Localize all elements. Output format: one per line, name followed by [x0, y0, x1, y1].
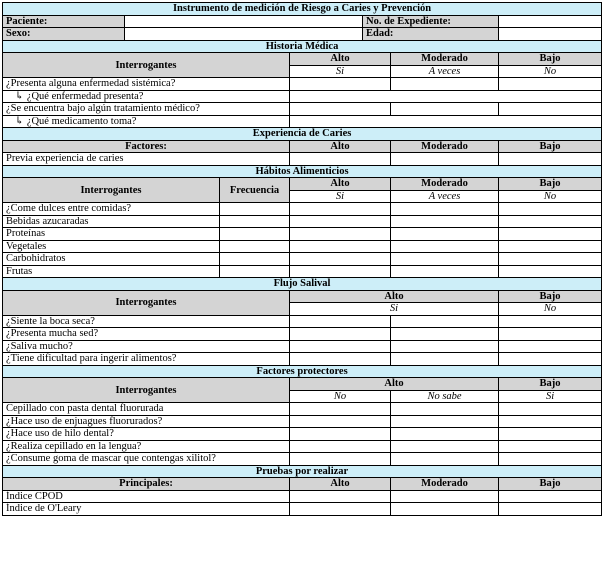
table-row: [3, 415, 602, 428]
answer-cell-alto[interactable]: [290, 240, 391, 253]
answer-cell[interactable]: [499, 428, 602, 441]
answer-cell[interactable]: [391, 415, 499, 428]
answer-cell-bajo[interactable]: [499, 215, 602, 228]
protectores-question: ¿Hace uso de enjuagues fluorurados?: [3, 415, 290, 428]
table-row: [3, 315, 602, 328]
answer-cell-moderado[interactable]: [391, 103, 499, 116]
risk-form-table: [2, 2, 602, 516]
experiencia-col-header: Factores:: [3, 140, 290, 153]
return-arrow-icon: ↳: [15, 90, 24, 102]
historia-section-title: Historia Médica: [3, 40, 602, 53]
answer-cell-bajo[interactable]: [499, 353, 602, 366]
answer-cell-bajo[interactable]: [499, 315, 602, 328]
pruebas-item: Índice de O'Leary: [3, 503, 290, 516]
historia-moderado-answer: A veces: [391, 65, 499, 78]
table-row: [3, 240, 602, 253]
historia-subquestion: ↳ ¿Qué enfermedad presenta?: [3, 90, 290, 103]
answer-cell[interactable]: [391, 440, 499, 453]
answer-cell[interactable]: [499, 440, 602, 453]
answer-cell-alto[interactable]: [290, 503, 391, 516]
table-row: [3, 103, 602, 116]
table-row: [3, 340, 602, 353]
habitos-bajo-header: Bajo: [499, 178, 602, 191]
expediente-field[interactable]: [499, 15, 602, 28]
experiencia-alto-header: Alto: [290, 140, 391, 153]
flujo-question: ¿Saliva mucho?: [3, 340, 290, 353]
paciente-field[interactable]: [125, 15, 363, 28]
table-row: [3, 403, 602, 416]
answer-cell[interactable]: [391, 328, 499, 341]
answer-cell-moderado[interactable]: [391, 203, 499, 216]
frecuencia-cell[interactable]: [220, 228, 290, 241]
habitos-item: Proteínas: [3, 228, 220, 241]
habitos-bajo-answer: No: [499, 190, 602, 203]
habitos-moderado-answer: A veces: [391, 190, 499, 203]
paciente-label: Paciente:: [3, 15, 125, 28]
answer-cell-bajo[interactable]: [499, 265, 602, 278]
habitos-section-title: Hábitos Alimenticios: [3, 165, 602, 178]
flujo-col-header: Interrogantes: [3, 290, 290, 315]
expediente-label: No. de Expediente:: [363, 15, 499, 28]
answer-cell[interactable]: [391, 340, 499, 353]
answer-cell-alto[interactable]: [290, 103, 391, 116]
answer-cell-moderado[interactable]: [391, 253, 499, 266]
table-row: [3, 453, 602, 466]
answer-cell[interactable]: [391, 428, 499, 441]
table-row: [3, 203, 602, 216]
protectores-no-answer: No: [290, 390, 391, 403]
habitos-item: Carbohidratos: [3, 253, 220, 266]
answer-cell-alto[interactable]: [290, 203, 391, 216]
flujo-question: ¿Presenta mucha sed?: [3, 328, 290, 341]
edad-field[interactable]: [499, 28, 602, 41]
pruebas-alto-header: Alto: [290, 478, 391, 491]
answer-cell-bajo[interactable]: [499, 490, 602, 503]
answer-cell-alto[interactable]: [290, 153, 391, 166]
form-title: Instrumento de medición de Riesgo a Caries y Prevención: [3, 3, 602, 16]
flujo-bajo-header: Bajo: [499, 290, 602, 303]
answer-cell[interactable]: [290, 315, 391, 328]
protectores-alto-header: Alto: [290, 378, 499, 391]
answer-cell-wide[interactable]: [290, 90, 602, 103]
answer-cell-bajo[interactable]: [499, 228, 602, 241]
answer-cell[interactable]: [290, 428, 391, 441]
historia-bajo-header: Bajo: [499, 53, 602, 66]
experiencia-section-title: Experiencia de Caries: [3, 128, 602, 141]
protectores-question: ¿Hace uso de hilo dental?: [3, 428, 290, 441]
answer-cell-bajo[interactable]: [499, 503, 602, 516]
table-row: [3, 353, 602, 366]
answer-cell[interactable]: [391, 403, 499, 416]
protectores-si-answer: Si: [499, 390, 602, 403]
table-row: [3, 228, 602, 241]
answer-cell-moderado[interactable]: [391, 490, 499, 503]
sexo-label: Sexo:: [3, 28, 125, 41]
pruebas-col-header: Principales:: [3, 478, 290, 491]
answer-cell-moderado[interactable]: [391, 240, 499, 253]
answer-cell[interactable]: [290, 328, 391, 341]
answer-cell-alto[interactable]: [290, 265, 391, 278]
historia-col-header: Interrogantes: [3, 53, 290, 78]
answer-cell[interactable]: [290, 453, 391, 466]
protectores-nosabe-answer: No sabe: [391, 390, 499, 403]
flujo-question: ¿Siente la boca seca?: [3, 315, 290, 328]
experiencia-factor: Previa experiencia de caries: [3, 153, 290, 166]
habitos-moderado-header: Moderado: [391, 178, 499, 191]
table-row: [3, 90, 602, 103]
experiencia-bajo-header: Bajo: [499, 140, 602, 153]
pruebas-section-title: Pruebas por realizar: [3, 465, 602, 478]
flujo-question: ¿Tiene dificultad para ingerir alimentos?: [3, 353, 290, 366]
answer-cell-bajo[interactable]: [499, 103, 602, 116]
table-row: [3, 153, 602, 166]
protectores-section-title: Factores protectores: [3, 365, 602, 378]
frecuencia-cell[interactable]: [220, 253, 290, 266]
sexo-field[interactable]: [125, 28, 363, 41]
pruebas-item: Índice CPOD: [3, 490, 290, 503]
answer-cell[interactable]: [290, 353, 391, 366]
historia-question: ¿Presenta alguna enfermedad sistémica?: [3, 78, 290, 91]
table-row: [3, 490, 602, 503]
pruebas-bajo-header: Bajo: [499, 478, 602, 491]
habitos-col-header: Interrogantes: [3, 178, 220, 203]
table-row: [3, 215, 602, 228]
edad-label: Edad:: [363, 28, 499, 41]
flujo-bajo-answer: No: [499, 303, 602, 316]
table-row: [3, 428, 602, 441]
answer-cell[interactable]: [499, 403, 602, 416]
habitos-item: ¿Come dulces entre comidas?: [3, 203, 220, 216]
answer-cell-alto[interactable]: [290, 490, 391, 503]
frecuencia-cell[interactable]: [220, 265, 290, 278]
flujo-alto-answer: Si: [290, 303, 499, 316]
flujo-section-title: Flujo Salival: [3, 278, 602, 291]
answer-cell[interactable]: [290, 403, 391, 416]
protectores-bajo-header: Bajo: [499, 378, 602, 391]
answer-cell-bajo[interactable]: [499, 240, 602, 253]
habitos-frecuencia-header: Frecuencia: [220, 178, 290, 203]
experiencia-moderado-header: Moderado: [391, 140, 499, 153]
historia-question: ¿Se encuentra bajo algún tratamiento médico?: [3, 103, 290, 116]
historia-alto-answer: Si: [290, 65, 391, 78]
answer-cell-bajo[interactable]: [499, 203, 602, 216]
historia-alto-header: Alto: [290, 53, 391, 66]
answer-cell-wide[interactable]: [290, 115, 602, 128]
answer-cell-alto[interactable]: [290, 253, 391, 266]
answer-cell[interactable]: [290, 415, 391, 428]
answer-cell-moderado[interactable]: [391, 228, 499, 241]
answer-cell[interactable]: [391, 453, 499, 466]
answer-cell[interactable]: [391, 315, 499, 328]
answer-cell-alto[interactable]: [290, 78, 391, 91]
flujo-alto-header: Alto: [290, 290, 499, 303]
table-row: [3, 253, 602, 266]
protectores-question: ¿Consume goma de mascar que contengas xilitol?: [3, 453, 290, 466]
answer-cell-moderado[interactable]: [391, 265, 499, 278]
answer-cell-bajo[interactable]: [499, 253, 602, 266]
table-row: [3, 440, 602, 453]
answer-cell[interactable]: [290, 440, 391, 453]
frecuencia-cell[interactable]: [220, 240, 290, 253]
protectores-question: ¿Realiza cepillado en la lengua?: [3, 440, 290, 453]
answer-cell-alto[interactable]: [290, 228, 391, 241]
return-arrow-icon: ↳: [15, 115, 24, 127]
frecuencia-cell[interactable]: [220, 215, 290, 228]
answer-cell-bajo[interactable]: [499, 340, 602, 353]
frecuencia-cell[interactable]: [220, 203, 290, 216]
answer-cell-alto[interactable]: [290, 215, 391, 228]
answer-cell-bajo[interactable]: [499, 78, 602, 91]
table-row: [3, 328, 602, 341]
habitos-alto-answer: Si: [290, 190, 391, 203]
table-row: [3, 265, 602, 278]
answer-cell[interactable]: [499, 453, 602, 466]
habitos-item: Vegetales: [3, 240, 220, 253]
historia-subquestion: ↳ ¿Qué medicamento toma?: [3, 115, 290, 128]
answer-cell-moderado[interactable]: [391, 153, 499, 166]
answer-cell-bajo[interactable]: [499, 153, 602, 166]
table-row: [3, 503, 602, 516]
historia-bajo-answer: No: [499, 65, 602, 78]
answer-cell-moderado[interactable]: [391, 78, 499, 91]
habitos-alto-header: Alto: [290, 178, 391, 191]
answer-cell[interactable]: [290, 340, 391, 353]
table-row: [3, 78, 602, 91]
answer-cell-bajo[interactable]: [499, 328, 602, 341]
answer-cell[interactable]: [499, 415, 602, 428]
protectores-question: Cepillado con pasta dental fluorurada: [3, 403, 290, 416]
habitos-item: Frutas: [3, 265, 220, 278]
table-row: [3, 115, 602, 128]
answer-cell-moderado[interactable]: [391, 503, 499, 516]
habitos-item: Bebidas azucaradas: [3, 215, 220, 228]
historia-moderado-header: Moderado: [391, 53, 499, 66]
answer-cell[interactable]: [391, 353, 499, 366]
answer-cell-moderado[interactable]: [391, 215, 499, 228]
pruebas-moderado-header: Moderado: [391, 478, 499, 491]
protectores-col-header: Interrogantes: [3, 378, 290, 403]
